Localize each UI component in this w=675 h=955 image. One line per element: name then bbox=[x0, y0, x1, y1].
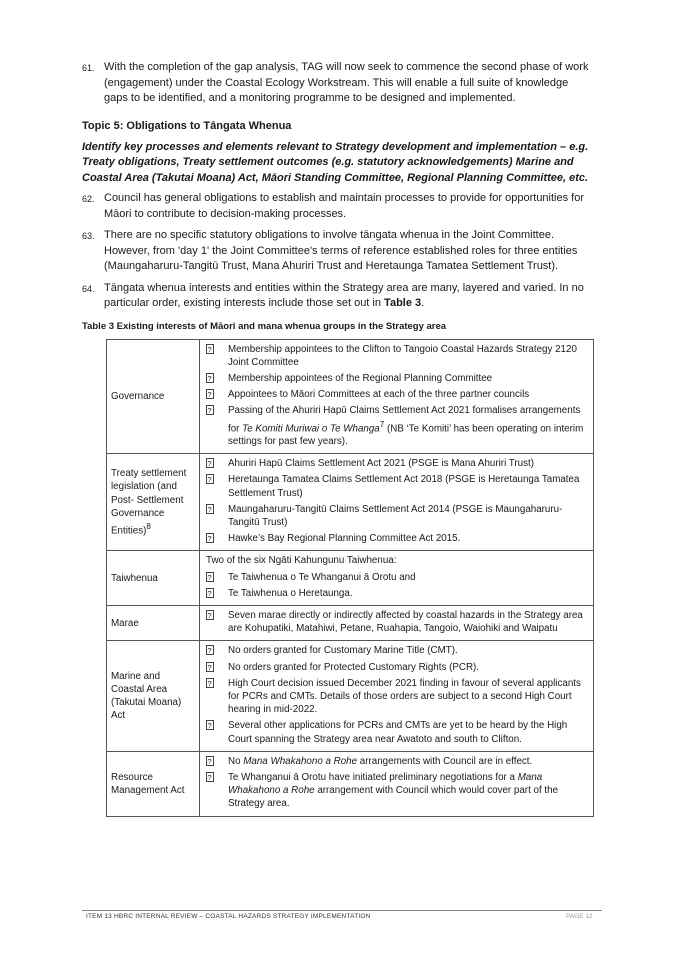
interests-table bbox=[106, 339, 594, 817]
item-text: Membership appointees of the Regional Planning Committee bbox=[228, 372, 493, 384]
missing-glyph-bullet-icon bbox=[206, 533, 214, 543]
list-item bbox=[206, 571, 589, 584]
row-label-cell bbox=[107, 339, 200, 454]
item-text: (NB ‘Te Komiti’ has been operating on interim settings for past few years). bbox=[228, 422, 584, 447]
list-item bbox=[206, 532, 589, 545]
paragraph-63 bbox=[82, 228, 594, 275]
item-text: No orders granted for Customary Marine Title (CMT). bbox=[228, 645, 458, 657]
table-row bbox=[107, 454, 594, 551]
row-label: Marae bbox=[111, 617, 139, 629]
item-emphasis: Mana Whakahono a Rohe bbox=[243, 755, 358, 767]
missing-glyph-bullet-icon bbox=[206, 772, 214, 782]
row-label-cell bbox=[107, 641, 200, 751]
item-text: Several other applications for PCRs and CMTs are yet to be heard by the High Court spanning the Strategy area near Awatoto and south to Clifton. bbox=[228, 720, 568, 745]
bullet-list bbox=[206, 457, 589, 545]
list-item bbox=[206, 609, 589, 635]
row-label-cell bbox=[107, 606, 200, 641]
list-item bbox=[206, 503, 589, 529]
table-row bbox=[107, 339, 594, 454]
paragraph-text bbox=[104, 281, 594, 312]
row-label: Treaty settlement legislation (and Post- Settlement Governance Entities) bbox=[111, 468, 187, 537]
list-item bbox=[206, 719, 589, 745]
row-label: Marine and Coastal Area (Takutai Moana) Act bbox=[111, 670, 182, 722]
paragraph-61 bbox=[82, 60, 594, 107]
missing-glyph-bullet-icon bbox=[206, 662, 214, 672]
row-label: Governance bbox=[111, 390, 165, 402]
row-intro: Two of the six Ngāti Kahungunu Taiwhenua: bbox=[206, 555, 397, 567]
paragraph-number: 61. bbox=[82, 63, 95, 73]
missing-glyph-bullet-icon bbox=[206, 610, 214, 620]
page-content bbox=[82, 60, 594, 817]
missing-glyph-bullet-icon bbox=[206, 344, 214, 354]
table-row bbox=[107, 641, 594, 751]
paragraph-text: With the completion of the gap analysis, TAG will now seek to commence the second phase of work (engagement) under the Coastal Ecology Workstream. This will enable a full suite of knowledge gaps to be identified, and a monitoring programme to be designed and implemented. bbox=[104, 61, 589, 104]
paragraph-number: 62. bbox=[82, 194, 95, 204]
missing-glyph-bullet-icon bbox=[206, 572, 214, 582]
bullet-list bbox=[206, 755, 589, 811]
item-text: Ahuriri Hapū Claims Settlement Act 2021 (PSGE is Mana Ahuriri Trust) bbox=[228, 458, 534, 470]
list-item bbox=[206, 457, 589, 470]
row-content-cell bbox=[200, 751, 594, 816]
topic-heading: Topic 5: Obligations to Tāngata Whenua bbox=[82, 119, 292, 132]
table-caption: Table 3 Existing interests of Māori and mana whenua groups in the Strategy area bbox=[82, 320, 447, 332]
missing-glyph-bullet-icon bbox=[206, 645, 214, 655]
paragraph-text-main: Tāngata whenua interests and entities within the Strategy area are many, layered and varied. In no particular order, existing interests include those set out in bbox=[104, 281, 584, 309]
list-item bbox=[206, 473, 589, 499]
footnote-ref: 8 bbox=[146, 521, 151, 531]
item-text: Maungaharuru-Tangitū Claims Settlement Act 2014 (PSGE is Maungaharuru-Tangitū Trust) bbox=[228, 503, 563, 528]
list-item bbox=[206, 404, 589, 448]
list-item bbox=[206, 587, 589, 600]
paragraph-text: Council has general obligations to establish and maintain processes to provide for opportunities for Māori to contribute to decision-making processes. bbox=[104, 192, 585, 220]
paragraph-62 bbox=[82, 191, 594, 222]
list-item bbox=[206, 755, 589, 768]
item-text: Hawke’s Bay Regional Planning Committee Act 2015. bbox=[228, 533, 461, 545]
missing-glyph-bullet-icon bbox=[206, 373, 214, 383]
table-row bbox=[107, 551, 594, 606]
row-content-cell bbox=[200, 641, 594, 751]
missing-glyph-bullet-icon bbox=[206, 756, 214, 766]
missing-glyph-bullet-icon bbox=[206, 678, 214, 688]
row-content-cell bbox=[200, 551, 594, 606]
item-text: Heretaunga Tamatea Claims Settlement Act 2018 (PSGE is Heretaunga Tamatea Settlement Trust) bbox=[228, 474, 580, 499]
missing-glyph-bullet-icon bbox=[206, 458, 214, 468]
missing-glyph-bullet-icon bbox=[206, 504, 214, 514]
item-text: Passing of the Ahuriri Hapū Claims Settlement Act 2021 formalises arrangements for bbox=[228, 405, 581, 434]
bullet-list bbox=[206, 343, 589, 449]
row-label-cell bbox=[107, 551, 200, 606]
table-row bbox=[107, 606, 594, 641]
row-content-cell bbox=[200, 339, 594, 454]
footer-page-number: PAGE 12 bbox=[566, 913, 593, 920]
missing-glyph-bullet-icon bbox=[206, 389, 214, 399]
item-text: Membership appointees to the Clifton to Tangoio Coastal Hazards Strategy 2120 Joint Committee bbox=[228, 343, 577, 368]
paragraph-text: There are no specific statutory obligations to involve tāngata whenua in the Joint Committee. However, from 'day 1' the Joint Committee's terms of reference established roles for three entities (Maungaharuru-Tangitū Trust, Mana Ahuriri Trust and Heretaunga Tamatea Settlement Trust). bbox=[104, 229, 578, 272]
bullet-list bbox=[206, 571, 589, 600]
item-text: No orders granted for Protected Customary Rights (PCR). bbox=[228, 661, 480, 673]
item-text: Appointees to Māori Committees at each of the three partner councils bbox=[228, 389, 530, 401]
missing-glyph-bullet-icon bbox=[206, 588, 214, 598]
footer-title: ITEM 13 HBRC INTERNAL REVIEW – COASTAL HAZARDS STRATEGY IMPLEMENTATION bbox=[86, 913, 371, 920]
list-item bbox=[206, 661, 589, 674]
list-item bbox=[206, 771, 589, 811]
bullet-list bbox=[206, 609, 589, 635]
item-text: arrangements with Council are in effect. bbox=[357, 755, 533, 767]
bullet-list bbox=[206, 644, 589, 745]
list-item bbox=[206, 372, 589, 385]
row-content-cell bbox=[200, 454, 594, 551]
table-row bbox=[107, 751, 594, 816]
item-text: No bbox=[228, 755, 244, 767]
list-item bbox=[206, 644, 589, 657]
item-text: High Court decision issued December 2021 finding in favour of several applicants for PCRs and CMTs. Details of those orders are subject to a second High Court hearing in mid-2022. bbox=[228, 677, 581, 716]
paragraph-64 bbox=[82, 281, 594, 312]
item-text: arrangement with Council which would cover part of the Strategy area. bbox=[228, 785, 559, 810]
paragraph-number: 64. bbox=[82, 283, 95, 294]
footer-divider bbox=[82, 910, 602, 911]
missing-glyph-bullet-icon bbox=[206, 474, 214, 484]
item-emphasis: Mana Whakahono a Rohe bbox=[228, 772, 543, 797]
list-item bbox=[206, 677, 589, 717]
item-text: Seven marae directly or indirectly affected by coastal hazards in the Strategy area are Kohupatiki, Matahiwi, Petane, Ruahapia, Tangoio, Waiohiki and Waipatu bbox=[228, 610, 583, 635]
missing-glyph-bullet-icon bbox=[206, 405, 214, 415]
item-text: Te Taiwhenua o Heretaunga. bbox=[228, 587, 353, 599]
list-item bbox=[206, 388, 589, 401]
row-label: Taiwhenua bbox=[111, 572, 158, 584]
footnote-ref: 7 bbox=[379, 419, 385, 429]
item-text: Te Whanganui ā Orotu have initiated preliminary negotiations for a bbox=[228, 772, 518, 784]
row-label: Resource Management Act bbox=[111, 771, 185, 796]
item-text: Te Taiwhenua o Te Whanganui ā Orotu and bbox=[228, 571, 416, 583]
table-reference: Table 3 bbox=[384, 297, 422, 309]
missing-glyph-bullet-icon bbox=[206, 720, 214, 730]
paragraph-text-tail: . bbox=[421, 297, 425, 309]
interests-table-body bbox=[107, 339, 594, 816]
item-emphasis: Te Komiti Muriwai o Te Whanga bbox=[242, 422, 380, 434]
row-label-cell bbox=[107, 454, 200, 551]
paragraph-number: 63. bbox=[82, 231, 95, 241]
list-item bbox=[206, 343, 589, 369]
row-label-cell bbox=[107, 751, 200, 816]
row-content-cell bbox=[200, 606, 594, 641]
topic-subtitle: Identify key processes and elements relevant to Strategy development and implementation – e.g. Treaty obligations, Treaty settlement outcomes (e.g. statutory acknowledgements) Marine and Coastal Area (Takutai Moana) Act, Māori Standing Committee, Regional Planning Committee, etc. bbox=[82, 140, 589, 184]
